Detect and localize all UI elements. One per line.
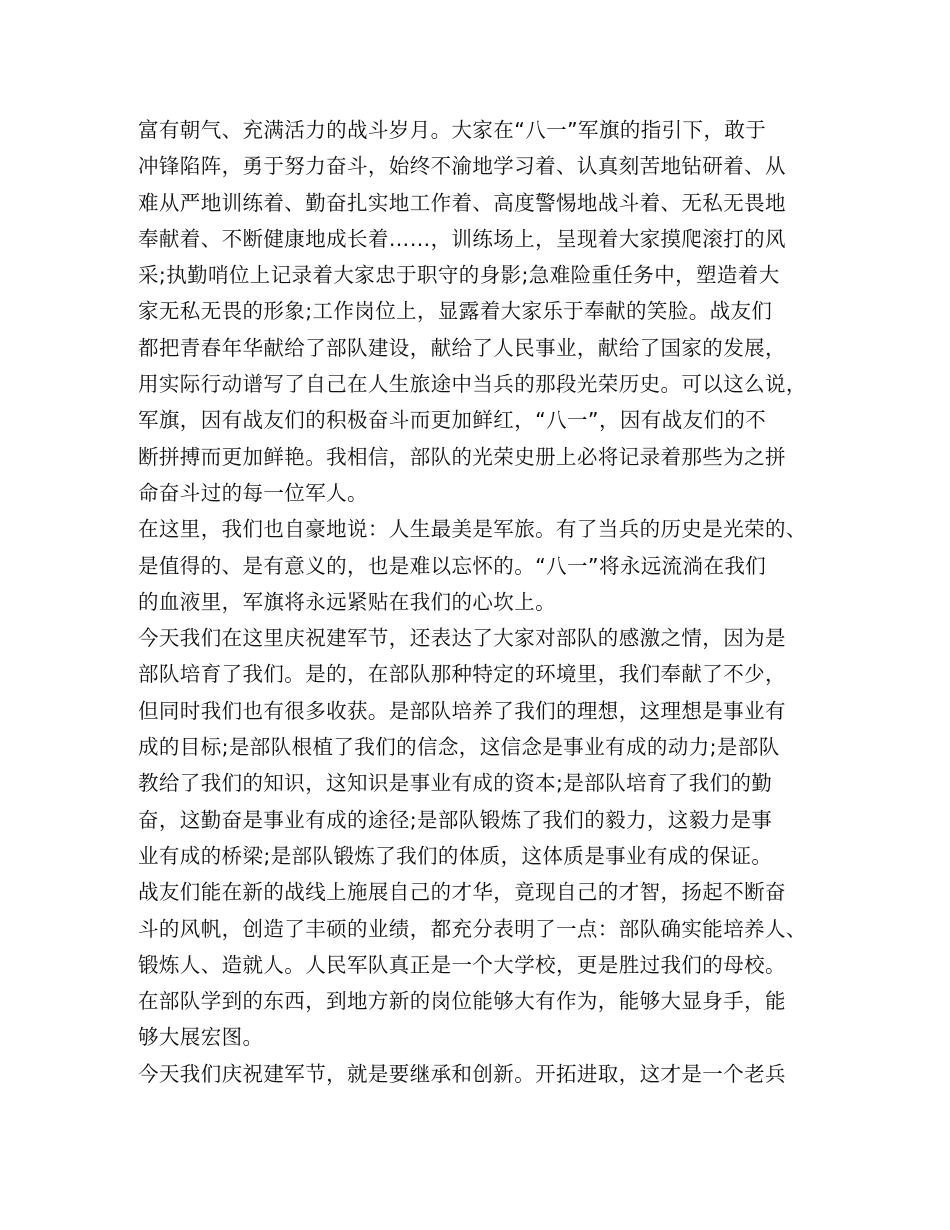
- text-line: 成的目标;是部队根植了我们的信念，这信念是事业有成的动力;是部队: [138, 735, 780, 760]
- text-line: 都把青春年华献给了部队建设，献给了人民事业，献给了国家的发展，: [138, 335, 786, 360]
- text-line: 但同时我们也有很多收获。是部队培养了我们的理想，这理想是事业有: [138, 698, 786, 723]
- text-line: 够大展宏图。: [138, 1025, 264, 1050]
- body-text: [138, 112, 838, 1092]
- text-line: 断拼搏而更加鲜艳。我相信，部队的光荣史册上必将记录着那些为之拼: [138, 444, 786, 469]
- text-line: 业有成的桥梁;是部队锻炼了我们的体质，这体质是事业有成的保证。: [138, 843, 773, 868]
- text-line: 在部队学到的东西，到地方新的岗位能够大有作为，能够大显身手，能: [138, 989, 786, 1014]
- text-line: 今天我们在这里庆祝建军节，还表达了大家对部队的感激之情，因为是: [138, 626, 786, 651]
- text-line: 用实际行动谱写了自己在人生旅途中当兵的那段光荣历史。可以这么说，: [138, 372, 807, 397]
- text-line: 冲锋陷阵，勇于努力奋斗，始终不渝地学习着、认真刻苦地钻研着、从: [138, 154, 786, 179]
- text-line: 战友们能在新的战线上施展自己的才华，竟现自己的才智，扬起不断奋: [138, 880, 786, 905]
- text-line: 命奋斗过的每一位军人。: [138, 480, 368, 505]
- text-line: 富有朝气、充满活力的战斗岁月。大家在“八一”军旗的指引下，敢于: [138, 118, 767, 142]
- text-line: 部队培育了我们。是的，在部队那种特定的环境里，我们奉献了不少，: [138, 662, 786, 687]
- text-line: 军旗，因有战友们的积极奋斗而更加鲜红，“八一”，因有战友们的不: [138, 408, 767, 433]
- text-line: 奉献着、不断健康地成长着……，训练场上，呈现着大家摸爬滚打的风: [138, 226, 786, 251]
- text-line: 斗的风帆，创造了丰硕的业绩，都充分表明了一点：部队确实能培养人、: [138, 916, 807, 941]
- text-line: 奋，这勤奋是事业有成的途径;是部队锻炼了我们的毅力，这毅力是事: [138, 807, 773, 832]
- text-line: 在这里，我们也自豪地说：人生最美是军旅。有了当兵的历史是光荣的、: [138, 517, 807, 542]
- text-line: 采;执勤哨位上记录着大家忠于职守的身影;急难险重任务中，塑造着大: [138, 263, 780, 288]
- text-line: 今天我们庆祝建军节，就是要继承和创新。开拓进取，这才是一个老兵: [138, 1061, 786, 1086]
- text-line: 家无私无畏的形象;工作岗位上，显露着大家乐于奉献的笑脸。战友们: [138, 299, 773, 324]
- text-line: 是值得的、是有意义的，也是难以忘怀的。“八一”将永远流淌在我们: [138, 553, 767, 578]
- text-line: 教给了我们的知识，这知识是事业有成的资本;是部队培育了我们的勤: [138, 771, 773, 796]
- text-line: 的血液里，军旗将永远紧贴在我们的心坎上。: [138, 589, 556, 614]
- text-line: 锻炼人、造就人。人民军队真正是一个大学校，更是胜过我们的母校。: [138, 952, 786, 977]
- text-line: 难从严地训练着、勤奋扎实地工作着、高度警惕地战斗着、无私无畏地: [138, 190, 786, 215]
